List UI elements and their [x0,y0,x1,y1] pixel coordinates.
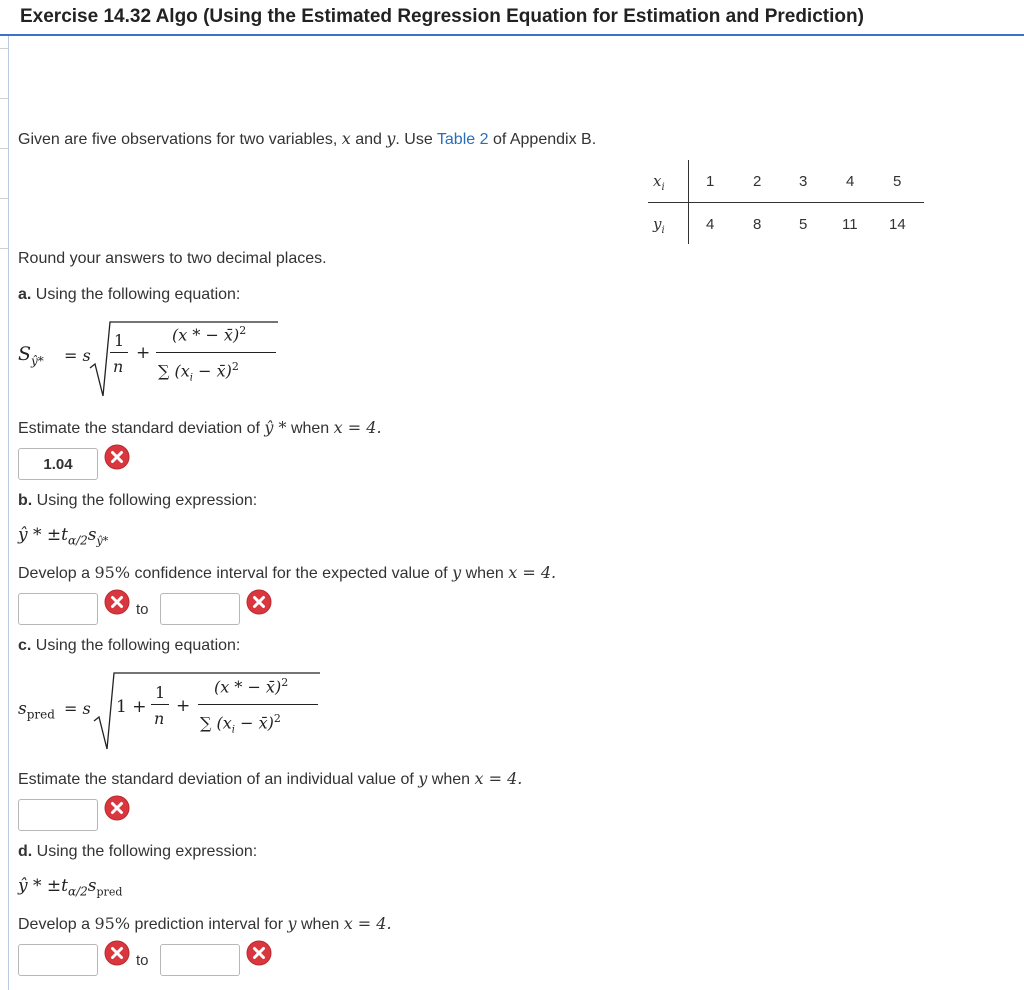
part-c-question-when: when [431,771,471,788]
formula-a-eq: = s [64,346,91,365]
intro-text [18,129,596,149]
part-d-letter: d. [18,843,33,860]
part-d-upper-input[interactable] [160,944,240,976]
part-d-question-cond: x = 4. [343,914,392,933]
table-x-cell: 4 [846,173,855,190]
part-d-question-mid: prediction interval for [134,916,284,933]
part-a-letter: a. [18,286,32,303]
incorrect-x-icon [104,795,130,821]
table-x-cell: 5 [893,173,902,190]
margin-tick [0,48,8,49]
part-d-prediction-level: 95% [94,914,131,933]
incorrect-x-icon [246,589,272,615]
margin-tick [0,98,8,99]
table-x-cell: 2 [753,173,762,190]
part-d-to-label: to [136,952,149,969]
formula-c-n: n [154,709,165,728]
formula-a-one: 1 [114,331,125,350]
incorrect-x-icon [246,940,272,966]
formula-c-eq: = s [64,699,91,718]
table-y-cell: 14 [889,216,906,233]
part-b-confidence-level: 95% [94,563,131,582]
formula-c-one: 1 [155,683,166,702]
part-a-question-var: ŷ * [264,418,287,437]
incorrect-x-icon [104,444,130,470]
formula-a-fraction-bar-1 [110,352,128,353]
formula-a-numerator: (x * − x̄)$^2$ [172,324,247,345]
table-horizontal-rule [648,202,924,203]
formula-c-numerator: (x * − x̄)$^2$ [214,676,289,697]
formula-a-denominator: ∑ ($x_i$ − x̄)$^2$ [158,360,239,384]
part-b-upper-input[interactable] [160,593,240,625]
intro-var-y: y [386,129,396,148]
part-d-lower-input[interactable] [18,944,98,976]
part-b-question-var: y [452,563,462,582]
part-b-question-cond: x = 4. [508,563,557,582]
table-y-cell: 8 [753,216,762,233]
part-b-to-label: to [136,601,149,618]
part-d-question-when: when [300,916,340,933]
part-b-question-when: when [465,565,504,582]
part-a-lead [18,286,240,304]
table-2-link[interactable]: Table 2 [436,131,489,148]
margin-tick [0,148,8,149]
table-x-cell: 3 [799,173,808,190]
table-y-cell: 4 [706,216,715,233]
formula-a-lhs: $S_{ŷ*}$ [18,343,44,368]
table-y-cell: 5 [799,216,808,233]
formula-a-fraction-bar-2 [156,352,276,353]
part-a-answer-input[interactable] [18,448,98,480]
table-y-label: $y_i$ [653,215,665,236]
table-x-label: $x_i$ [653,172,665,193]
part-a-question-cond: x = 4. [333,418,382,437]
rounding-instructions: Round your answers to two decimal places. [18,250,327,267]
part-c-lead [18,637,240,655]
formula-c-fraction-bar-2 [198,704,318,705]
part-c-lead-text: Using the following equation: [35,637,241,654]
intro-var-x: x [341,129,351,148]
part-b-question [18,563,556,583]
part-b-expression: ŷ * $\pm t_{\alpha/2}s_{ŷ*}$ [18,525,109,548]
part-d-expression: ŷ * $\pm t_{\alpha/2}s_{pred}$ [18,876,123,899]
part-a-question-when: when [290,420,330,437]
formula-a-plus: + [136,343,151,363]
table-y-cell: 11 [842,216,858,233]
part-b-question-before: Develop a [18,565,91,582]
part-b-letter: b. [18,492,33,509]
part-c-question-var: y [418,769,428,788]
formula-c-lhs: $s_{pred}$ [18,699,55,722]
formula-a-n: n [113,357,124,376]
margin-tick [0,198,8,199]
intro-before: Given are five observations for two variables, [18,131,338,148]
formula-c-one-plus: 1 + [116,697,147,717]
intro-use: . Use [395,131,433,148]
intro-and: and [355,131,382,148]
formula-c-denominator: ∑ ($x_i$ − x̄)$^2$ [200,712,281,736]
table-x-cell: 1 [706,173,715,190]
exercise-header [0,0,1024,36]
part-a-lead-text: Using the following equation: [35,286,241,303]
incorrect-x-icon [104,589,130,615]
intro-after: of Appendix B. [492,131,597,148]
part-a-question-before: Estimate the standard deviation of [18,420,260,437]
part-d-lead [18,843,257,861]
part-b-lead-text: Using the following expression: [36,492,258,509]
part-d-question [18,914,392,934]
part-d-lead-text: Using the following expression: [36,843,258,860]
incorrect-x-icon [104,940,130,966]
part-c-answer-input[interactable] [18,799,98,831]
part-c-question-before: Estimate the standard deviation of an individual value of [18,771,414,788]
margin-tick [0,248,8,249]
part-d-question-var: y [287,914,297,933]
part-c-question [18,769,522,789]
part-b-question-mid: confidence interval for the expected value of [134,565,448,582]
formula-c-fraction-bar-1 [151,704,169,705]
part-a-question [18,418,382,438]
part-b-lower-input[interactable] [18,593,98,625]
part-d-question-before: Develop a [18,916,91,933]
part-c-question-cond: x = 4. [474,769,523,788]
part-b-lead [18,492,257,510]
formula-c-plus: + [176,696,191,716]
exercise-title: Exercise 14.32 Algo (Using the Estimated Regression Equation for Estimation and Prediction) [20,6,864,27]
part-c-letter: c. [18,637,32,654]
